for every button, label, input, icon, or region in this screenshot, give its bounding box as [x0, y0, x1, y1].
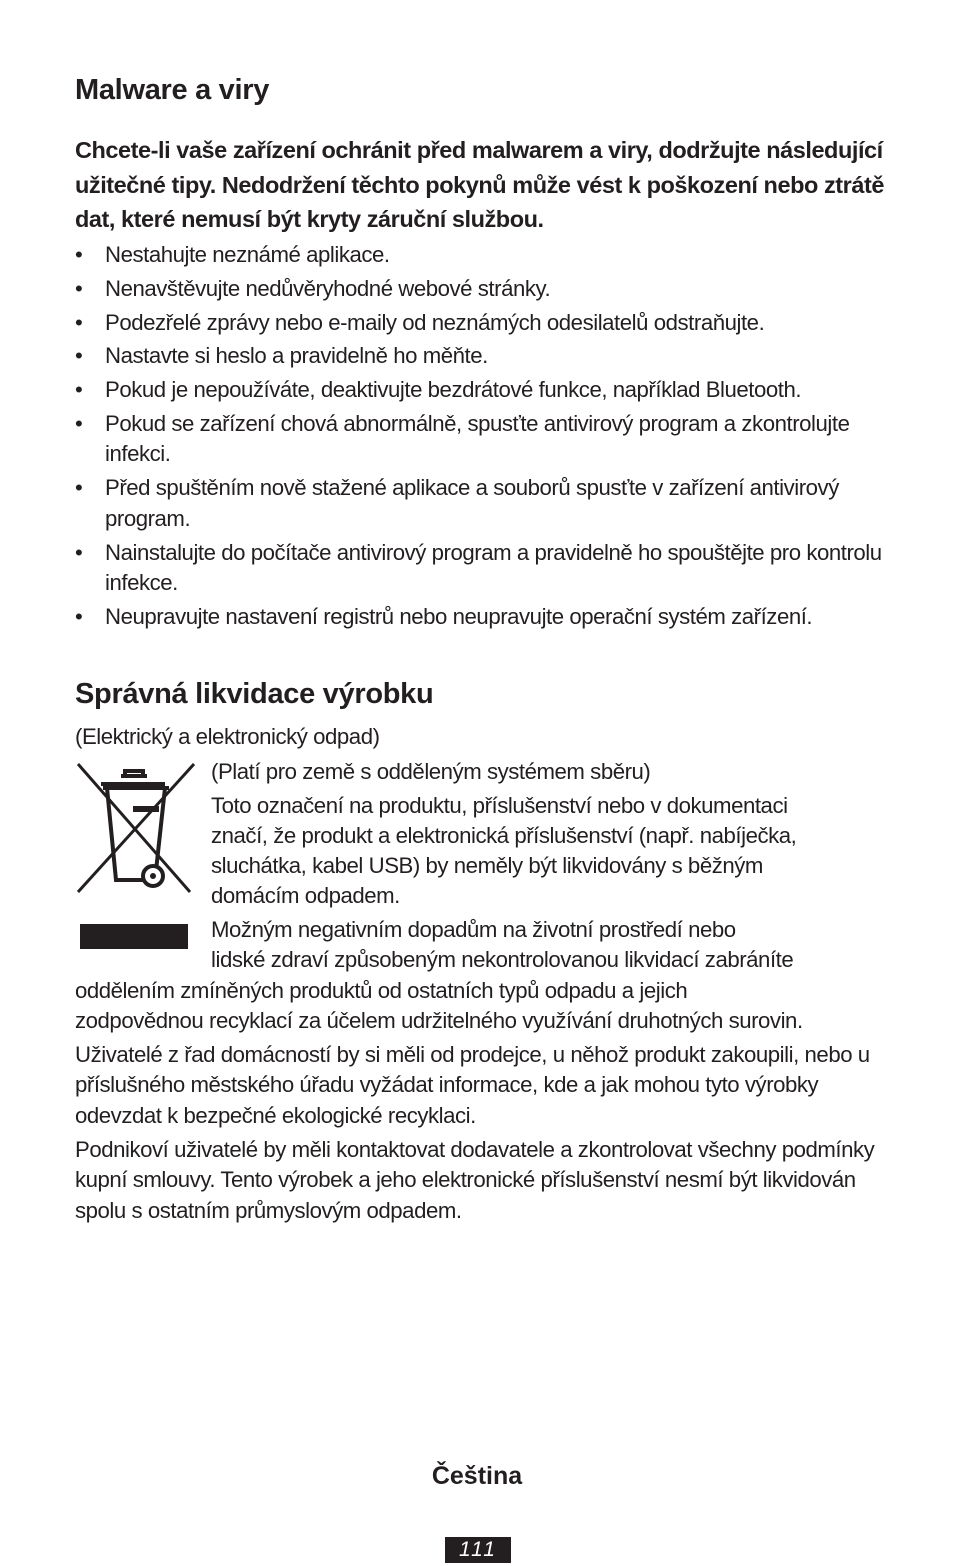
list-item	[75, 274, 885, 305]
list-item	[75, 308, 885, 339]
text-line: sluchátka, kabel USB) by neměly být likvidovány s běžným	[211, 853, 763, 878]
bullet: •	[75, 539, 83, 565]
list-item-text: Neupravujte nastavení registrů nebo neupravujte operační systém zařízení.	[105, 603, 813, 629]
list-item	[75, 375, 885, 406]
text-line: Možným negativním dopadům na životní prostředí nebo	[211, 917, 736, 942]
bullet: •	[75, 410, 83, 436]
weee-date-bar	[80, 924, 188, 949]
page-number: 111	[445, 1537, 511, 1563]
list-item-text: Před spuštěním nově stažené aplikace a souborů spusťte v zařízení antivirový program.	[105, 475, 839, 531]
text-line: zodpovědnou recyklací za účelem udržitelného využívání druhotných surovin.	[75, 1008, 803, 1033]
disposal-paragraph-4: Podnikoví uživatelé by měli kontaktovat dodavatele a zkontrolovat všechny podmínky kupní smlouvy. Tento výrobek a jeho elektronické příslušenství nesmí být likvidován spolu s ostatním průmyslovým odpadem.	[75, 1137, 875, 1223]
list-item-text: Podezřelé zprávy nebo e-maily od neznámých odesilatelů odstraňujte.	[105, 309, 765, 335]
text-line: značí, že produkt a elektronická příslušenství (např. nabíječka,	[211, 823, 797, 848]
list-item-text: Pokud je nepoužíváte, deaktivujte bezdrátové funkce, například Bluetooth.	[105, 377, 802, 403]
text-line: Toto označení na produktu, příslušenství nebo v dokumentaci	[211, 793, 788, 818]
list-item	[75, 473, 885, 534]
list-item	[75, 409, 885, 470]
text-line: domácím odpadem.	[211, 883, 400, 908]
text-line: lidské zdraví způsobeným nekontrolovanou likvidací zabráníte	[211, 947, 794, 972]
bullet: •	[75, 242, 83, 267]
bullet: •	[75, 377, 83, 403]
list-item	[75, 341, 885, 372]
list-item	[75, 538, 885, 599]
bullet: •	[75, 343, 83, 369]
list-item-text: Nenavštěvujte nedůvěryhodné webové stránky.	[105, 275, 551, 301]
malware-tips-list	[75, 240, 885, 636]
section-title-disposal: Správná likvidace výrobku	[75, 678, 434, 710]
text-line: oddělením zmíněných produktů od ostatních typů odpadu a jejich	[75, 978, 688, 1003]
list-item-text: Nastavte si heslo a pravidelně ho měňte.	[105, 343, 488, 369]
footer-language: Čeština	[431, 1462, 523, 1490]
bullet: •	[75, 275, 83, 301]
disposal-subtitle: (Elektrický a elektronický odpad)	[75, 724, 380, 749]
bullet: •	[75, 603, 83, 629]
crossed-out-wheelie-bin-icon	[75, 758, 197, 898]
list-item-text: Nestahujte neznámé aplikace.	[105, 242, 390, 267]
bullet: •	[75, 475, 83, 501]
list-item	[75, 240, 885, 271]
section-title-malware: Malware a viry	[75, 74, 270, 106]
list-item-text: Nainstalujte do počítače antivirový program a pravidelně ho spouštějte pro kontrolu infekce.	[105, 539, 882, 596]
bullet: •	[75, 309, 83, 335]
disposal-applies: (Platí pro země s odděleným systémem sběru)	[211, 759, 651, 784]
list-item	[75, 602, 885, 633]
disposal-paragraph-3: Uživatelé z řad domácností by si měli od prodejce, u něhož produkt zakoupili, nebo u příslušného městského úřadu vyžádat informace, kde a jak mohou tyto výrobky odevzdat k bezpečné ekologické recyklaci.	[75, 1042, 870, 1128]
malware-intro: Chcete-li vaše zařízení ochránit před malwarem a viry, dodržujte následující užitečné tipy. Nedodržení těchto pokynů může vést k poškození nebo ztrátě dat, které nemusí být kryty záruční službou.	[75, 137, 884, 232]
list-item-text: Pokud se zařízení chová abnormálně, spusťte antivirový program a zkontrolujte infekci.	[105, 410, 850, 467]
